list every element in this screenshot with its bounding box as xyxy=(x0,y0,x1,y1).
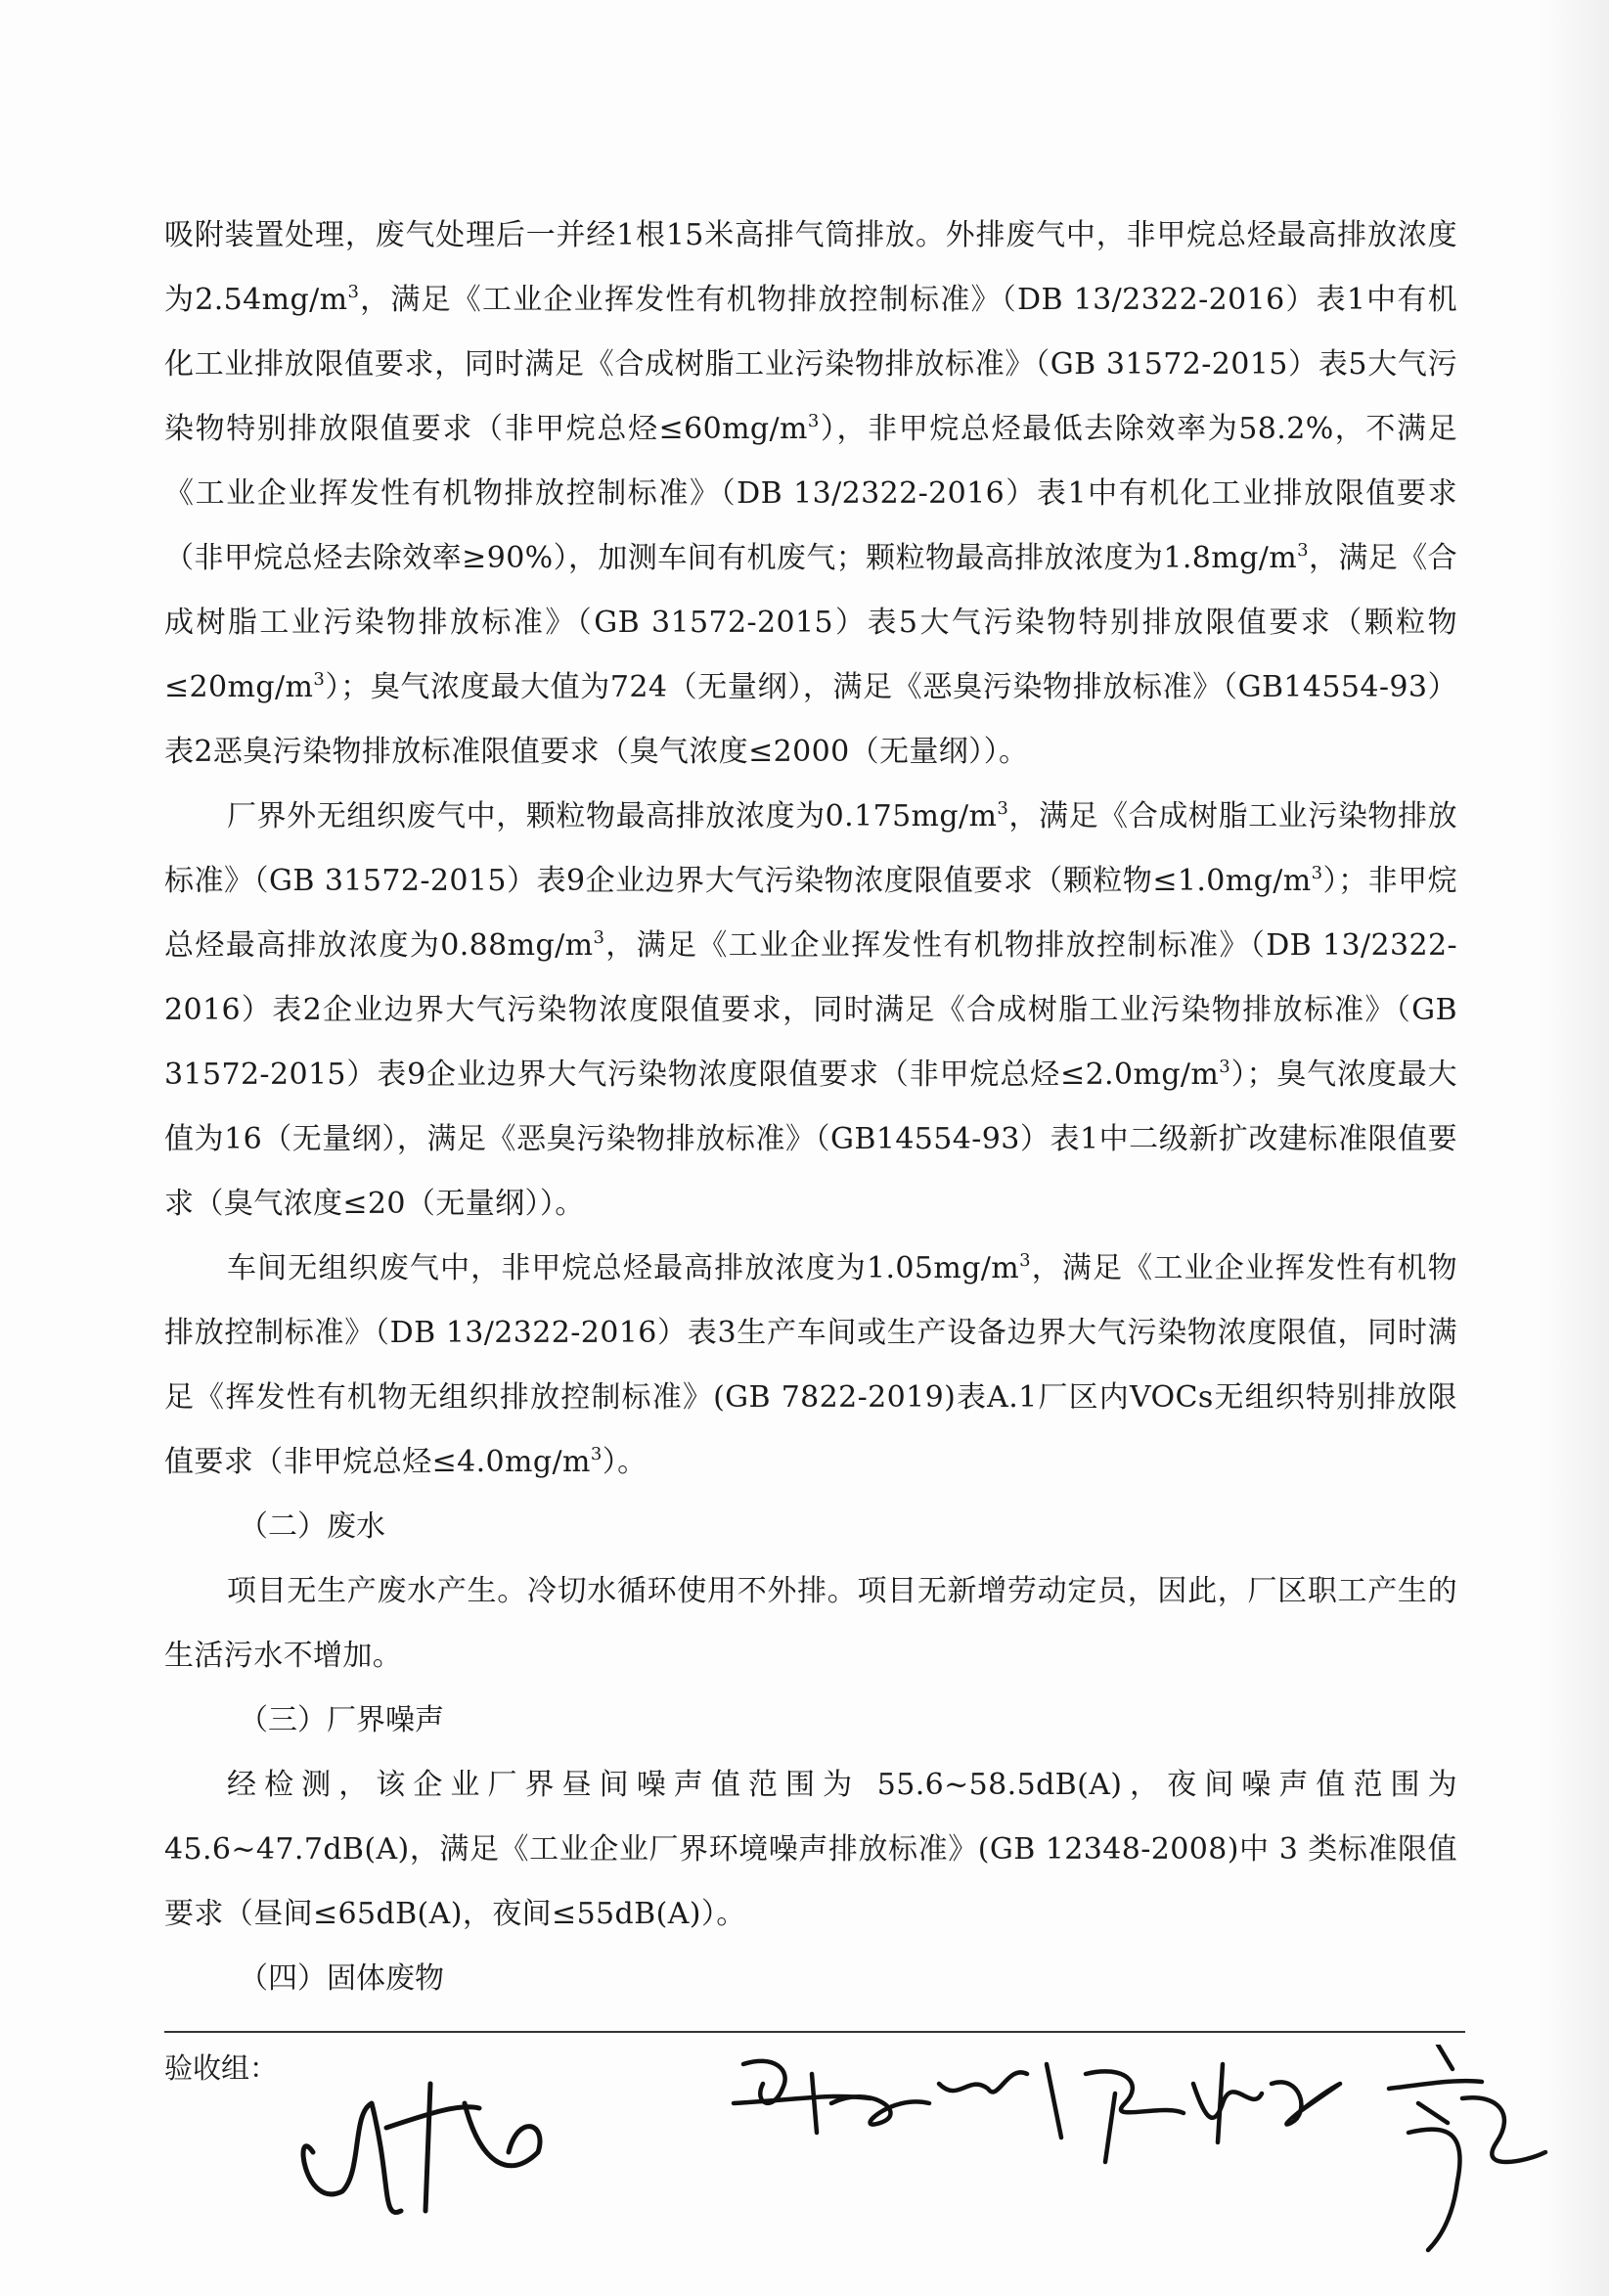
footer-divider xyxy=(164,2031,1465,2033)
acceptance-group-label: 验收组： xyxy=(164,2051,279,2085)
paragraph-exhaust-gas: 吸附装置处理，废气处理后一并经1根15米高排气筒排放。外排废气中，非甲烷总烃最高排放浓度为$2.54mg/m^3$，满足《工业企业挥发性有机物排放控制标准》（DB 13/2322-2016）表1中有机化工业排放限值要求，同时满足《合成树脂工业污染物排放标准》（GB 31572-2015）表5大气污染物特别排放限值要求（非甲烷总烃$\le 60mg/m^3$），非甲烷总烃最低去除效率为58.2%，不满足《工业企业挥发性有机物排放控制标准》（DB 13/2322-2016）表1中有机化工业排放限值要求（非甲烷总烃去除效率≥90%），加测车间有机废气；颗粒物最高排放浓度为$1.8mg/m^3$，满足《合成树脂工业污染物排放标准》（GB 31572-2015）表5大气污染物特别排放限值要求（颗粒物$\le 20mg/m^3$）；臭气浓度最大值为724（无量纲），满足《恶臭污染物排放标准》（GB14554-93）表2恶臭污染物排放标准限值要求（臭气浓度≤2000（无量纲））。 xyxy=(164,218,1458,769)
paragraph-workshop-fugitive-gas: 车间无组织废气中，非甲烷总烃最高排放浓度为$1.05mg/m^3$，满足《工业企业挥发性有机物排放控制标准》（DB 13/2322-2016）表3生产车间或生产设备边界大气污染物浓度限值，同时满足《挥发性有机物无组织排放控制标准》(GB 7822-2019)表A.1厂区内VOCs无组织特别排放限值要求（非甲烷总烃$\le 4.0mg/m^3$）。 xyxy=(164,1250,1457,1479)
body-text xyxy=(164,203,1457,2011)
section-heading-solid-waste: （四）固体废物 xyxy=(239,1961,444,1996)
scan-edge-shadow xyxy=(1541,0,1609,2296)
paragraph-noise: 经检测，该企业厂界昼间噪声值范围为 55.6~58.5dB(A)，夜间噪声值范围为45.6~47.7dB(A)，满足《工业企业厂界环境噪声排放标准》(GB 12348-2008)中 3 类标准限值要求（昼间≤65dB(A)，夜间≤55dB(A)）。 xyxy=(164,1768,1457,1931)
paragraph-boundary-fugitive-gas: 厂界外无组织废气中，颗粒物最高排放浓度为$0.175mg/m^3$，满足《合成树脂工业污染物排放标准》（GB 31572-2015）表9企业边界大气污染物浓度限值要求（颗粒物$\le 1.0mg/m^3$）；非甲烷总烃最高排放浓度为$0.88mg/m^3$，满足《工业企业挥发性有机物排放控制标准》（DB 13/2322-2016）表2企业边界大气污染物浓度限值要求，同时满足《合成树脂工业污染物排放标准》（GB 31572-2015）表9企业边界大气污染物浓度限值要求（非甲烷总烃$\le 2.0mg/m^3$）；臭气浓度最大值为16（无量纲），满足《恶臭污染物排放标准》（GB14554-93）表1中二级新扩改建标准限值要求（臭气浓度≤20（无量纲））。 xyxy=(164,798,1458,1221)
section-heading-noise: （三）厂界噪声 xyxy=(239,1703,444,1737)
section-heading-wastewater: （二）废水 xyxy=(239,1509,385,1544)
handwritten-signatures xyxy=(284,2045,1555,2279)
paragraph-wastewater: 项目无生产废水产生。冷切水循环使用不外排。项目无新增劳动定员，因此，厂区职工产生的生活污水不增加。 xyxy=(164,1574,1457,1673)
